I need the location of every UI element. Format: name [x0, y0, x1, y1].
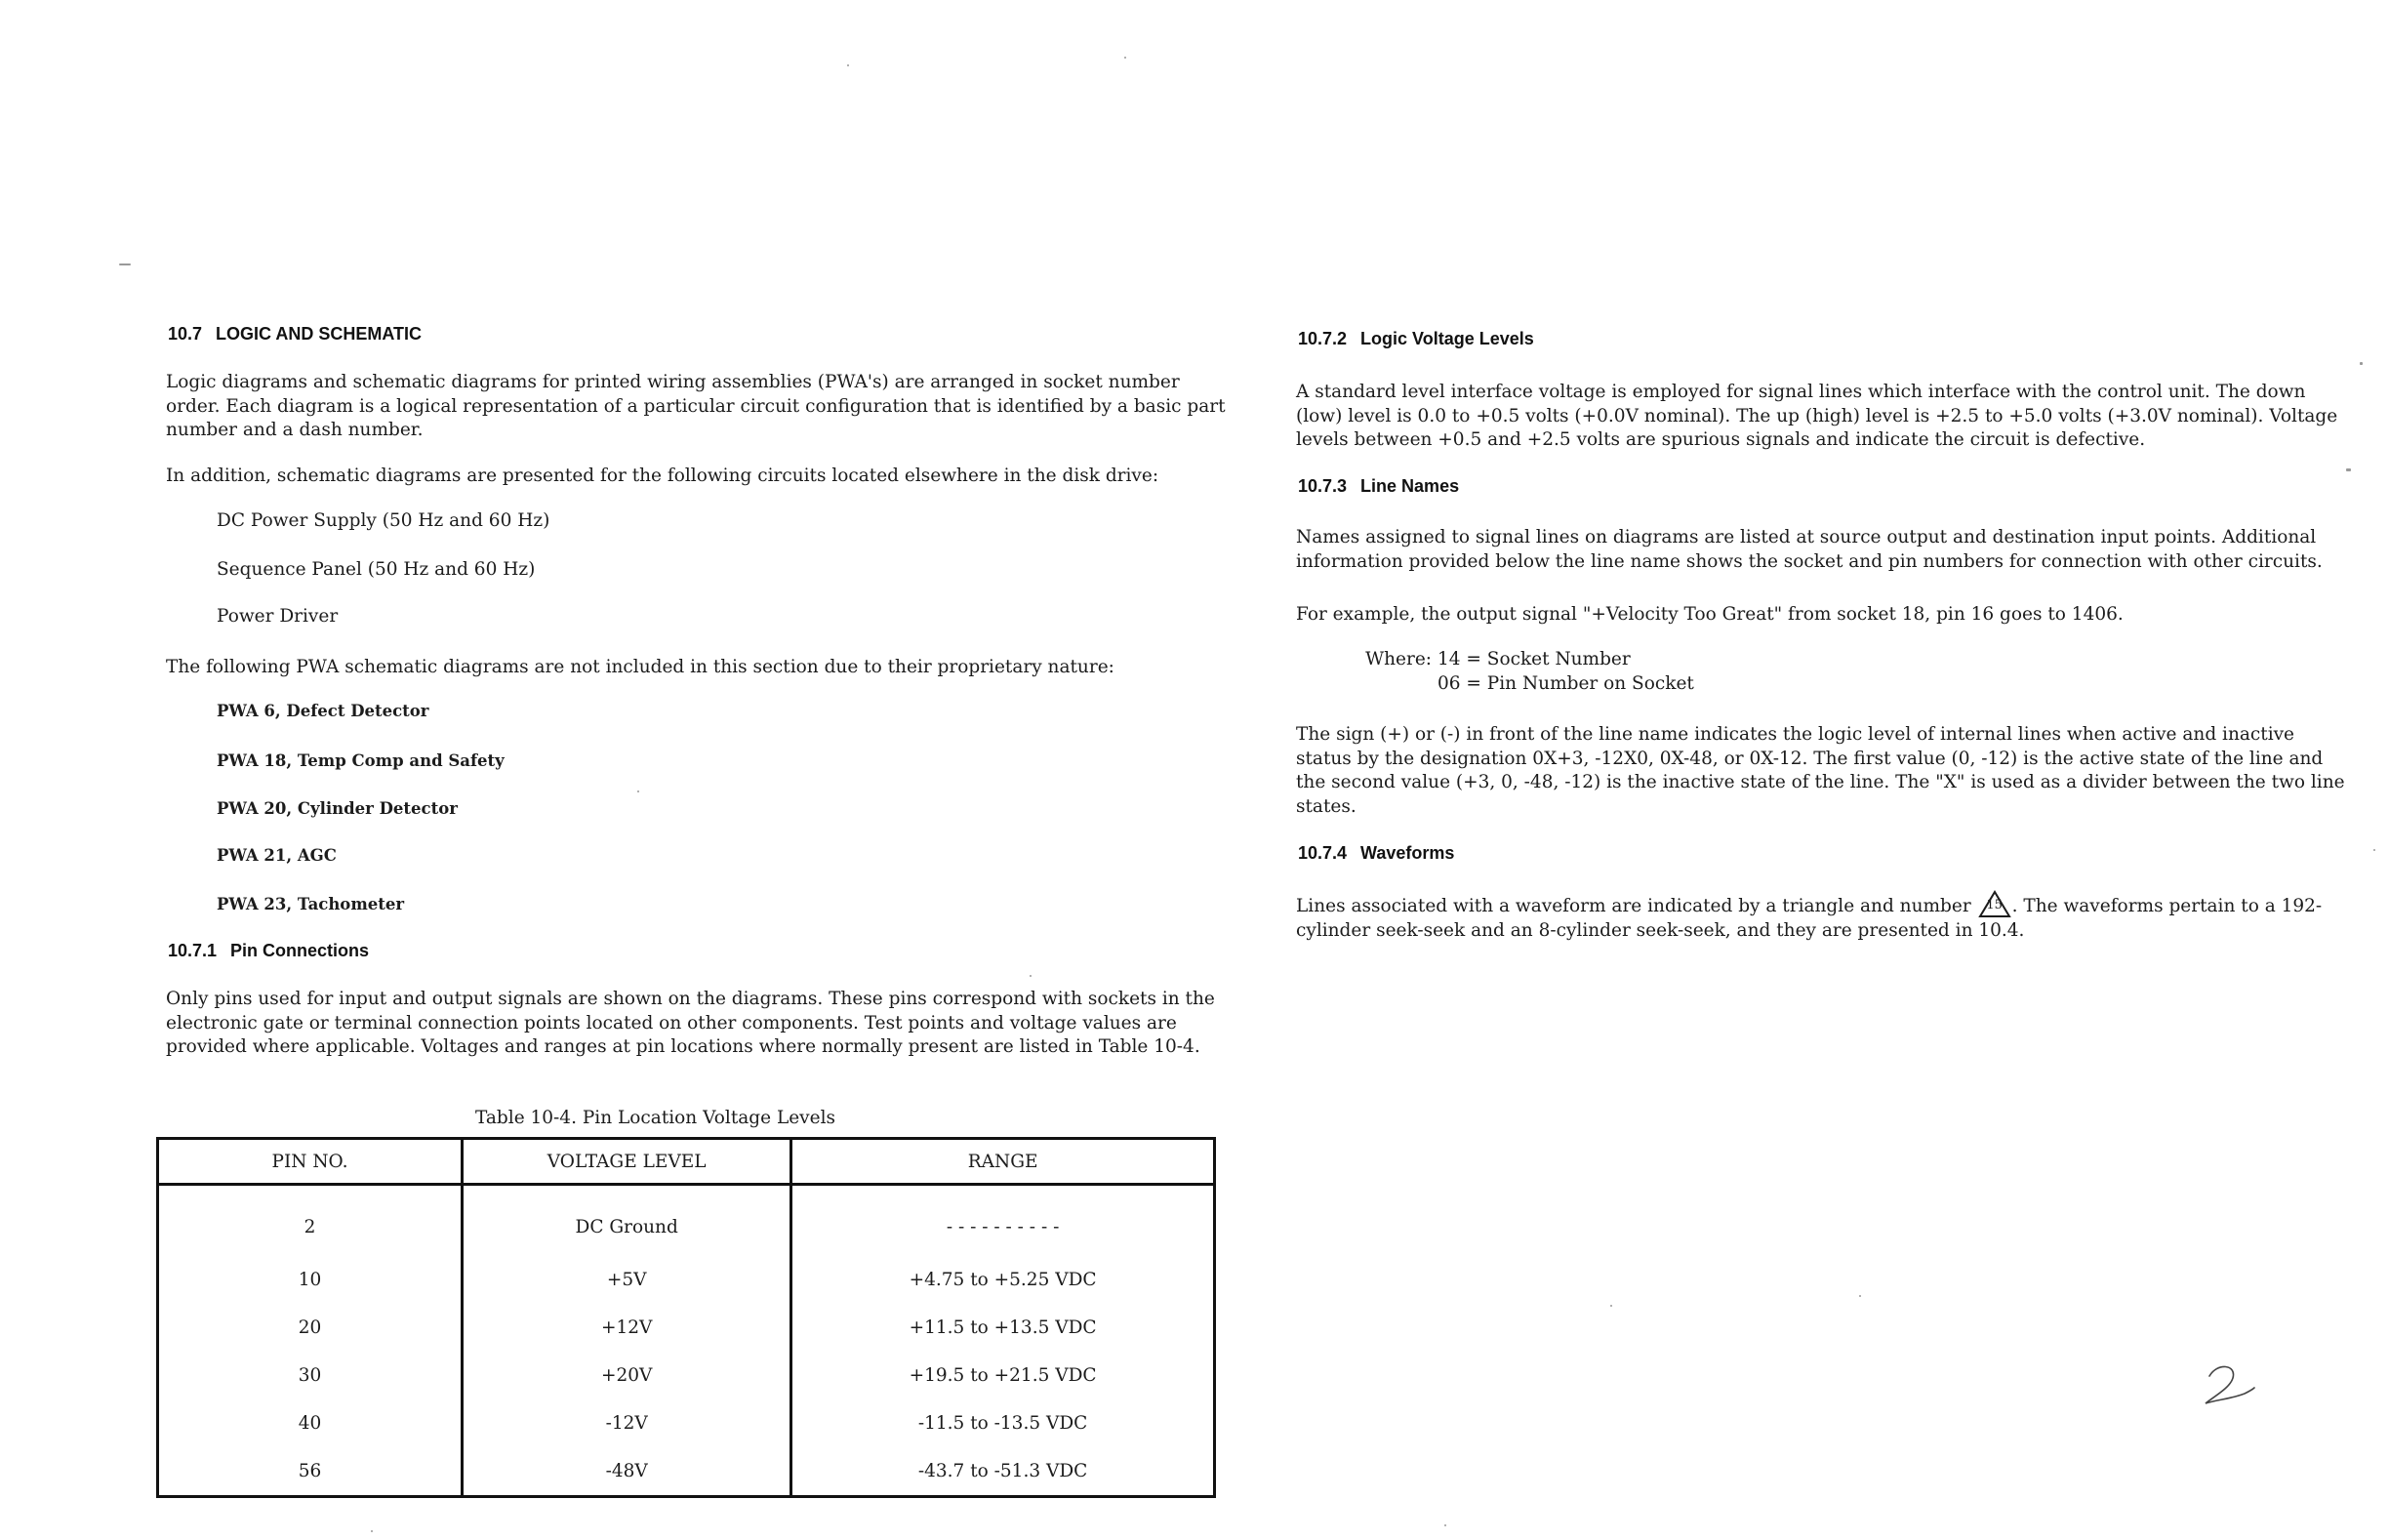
paragraph-line-names: Names assigned to signal lines on diagrams are listed at source output and destination input points. Additional information provided below the line name shows the socket and pin numbers for connection with other circuits. [1296, 527, 2323, 572]
section-10-7-1-heading: 10.7.1 Pin Connections [168, 941, 370, 960]
paragraph-example: For example, the output signal "+Velocity Too Great" from socket 18, pin 16 goes to 1406. [1296, 604, 2124, 625]
scan-speck [1030, 975, 1032, 977]
table-row [158, 1399, 1215, 1447]
pwa-item: PWA 23, Tachometer [217, 895, 405, 913]
scan-speck [847, 64, 849, 66]
column-header-voltage: VOLTAGE LEVEL [463, 1139, 791, 1185]
column-header-range: RANGE [791, 1139, 1215, 1185]
table-row [158, 1185, 1215, 1257]
paragraph-logic-voltage: A standard level interface voltage is employed for signal lines which interface with the control unit. The down (low) level is 0.0 to +0.5 volts (+0.0V nominal). The up (high) level is +2.5 to +5.0 volts (+3.0V nominal). Voltage levels between +0.5 and +2.5 volts are spurious signals and indicate the circuit is defective. [1296, 382, 2338, 450]
circuit-item: Sequence Panel (50 Hz and 60 Hz) [217, 559, 536, 580]
scan-speck [1859, 1295, 1861, 1297]
circuit-item: Power Driver [217, 606, 339, 627]
pin-voltage-table [156, 1137, 1216, 1498]
scan-speck [637, 790, 639, 792]
scan-speck [371, 1530, 373, 1532]
paragraph-proprietary: The following PWA schematic diagrams are not included in this section due to their proprietary nature: [166, 657, 1114, 677]
table-row [158, 1304, 1215, 1352]
pwa-item: PWA 18, Temp Comp and Safety [217, 751, 505, 770]
paragraph-sign-designation: The sign (+) or (-) in front of the line name indicates the logic level of internal lines when active and inactive status by the designation 0X+3, -12X0, 0X-48, or 0X-12. The first value (0, -12) is the active state of the line and the second value (+3, 0, -48, -12) is the inactive state of the line. The "X" is used as a divider between the two line states. [1296, 724, 2345, 817]
where-legend [1352, 647, 1694, 696]
where-socket: 14 = Socket Number [1437, 649, 1631, 669]
table-header-row [158, 1139, 1215, 1185]
circuit-item: DC Power Supply (50 Hz and 60 Hz) [217, 510, 550, 531]
voltage-cell: DC Ground [463, 1185, 791, 1257]
voltage-cell: -12V [463, 1399, 791, 1447]
scan-speck [1444, 1524, 1446, 1526]
range-cell: +4.75 to +5.25 VDC [791, 1256, 1215, 1304]
table-row [158, 1352, 1215, 1399]
waveform-triangle-icon: 15 [1977, 890, 2012, 917]
table-caption: Table 10-4. Pin Location Voltage Levels [475, 1108, 835, 1128]
section-10-7-4-heading: 10.7.4 Waveforms [1298, 843, 1455, 863]
voltage-cell: -48V [463, 1447, 791, 1497]
paragraph-logic-diagrams: Logic diagrams and schematic diagrams for printed wiring assemblies (PWA's) are arranged in socket number order. Each diagram is a logical representation of a particular circuit configuration that is identified by a basic part number and a dash number. [166, 372, 1226, 440]
scan-speck [1124, 57, 1126, 59]
voltage-cell: +12V [463, 1304, 791, 1352]
handwritten-page-mark [2196, 1358, 2264, 1417]
scan-speck [2346, 468, 2351, 471]
scan-speck [119, 263, 131, 265]
paragraph-schematics-elsewhere: In addition, schematic diagrams are presented for the following circuits located elsewhere in the disk drive: [166, 466, 1159, 486]
section-10-7-3-heading: 10.7.3 Line Names [1298, 476, 1460, 496]
where-label: Where: [1365, 649, 1432, 669]
pin-cell: 40 [158, 1399, 463, 1447]
scan-speck [1610, 1305, 1612, 1307]
paragraph-pin-connections: Only pins used for input and output signals are shown on the diagrams. These pins correspond with sockets in the electronic gate or terminal connection points located on other components. Test points and voltage values are provided where applicable. Voltages and ranges at pin locations where normally present are listed in Table 10-4. [166, 989, 1215, 1057]
pwa-item: PWA 20, Cylinder Detector [217, 799, 458, 818]
range-cell: +11.5 to +13.5 VDC [791, 1304, 1215, 1352]
pwa-item: PWA 21, AGC [217, 846, 337, 865]
pin-cell: 30 [158, 1352, 463, 1399]
pin-cell: 2 [158, 1185, 463, 1257]
range-cell: -43.7 to -51.3 VDC [791, 1447, 1215, 1497]
voltage-cell: +20V [463, 1352, 791, 1399]
where-pin: 06 = Pin Number on Socket [1437, 673, 1694, 694]
pwa-item: PWA 6, Defect Detector [217, 702, 429, 720]
range-cell: -11.5 to -13.5 VDC [791, 1399, 1215, 1447]
table-row [158, 1447, 1215, 1497]
section-10-7-2-heading: 10.7.2 Logic Voltage Levels [1298, 329, 1534, 348]
scan-speck [2360, 362, 2363, 365]
voltage-cell: +5V [463, 1256, 791, 1304]
table-row [158, 1256, 1215, 1304]
pin-cell: 56 [158, 1447, 463, 1497]
scan-speck [2373, 849, 2375, 851]
range-cell: +19.5 to +21.5 VDC [791, 1352, 1215, 1399]
pin-cell: 10 [158, 1256, 463, 1304]
range-cell: - - - - - - - - - - [791, 1185, 1215, 1257]
column-header-pin: PIN NO. [158, 1139, 463, 1185]
section-10-7-heading: 10.7 LOGIC AND SCHEMATIC [168, 324, 423, 344]
paragraph-waveforms: Lines associated with a waveform are indicated by a triangle and number 15 . The waveforms pertain to a 192-cylinder seek-seek and an 8-cylinder seek-seek, and they are presented in 10.4. [1296, 890, 2330, 943]
pin-cell: 20 [158, 1304, 463, 1352]
